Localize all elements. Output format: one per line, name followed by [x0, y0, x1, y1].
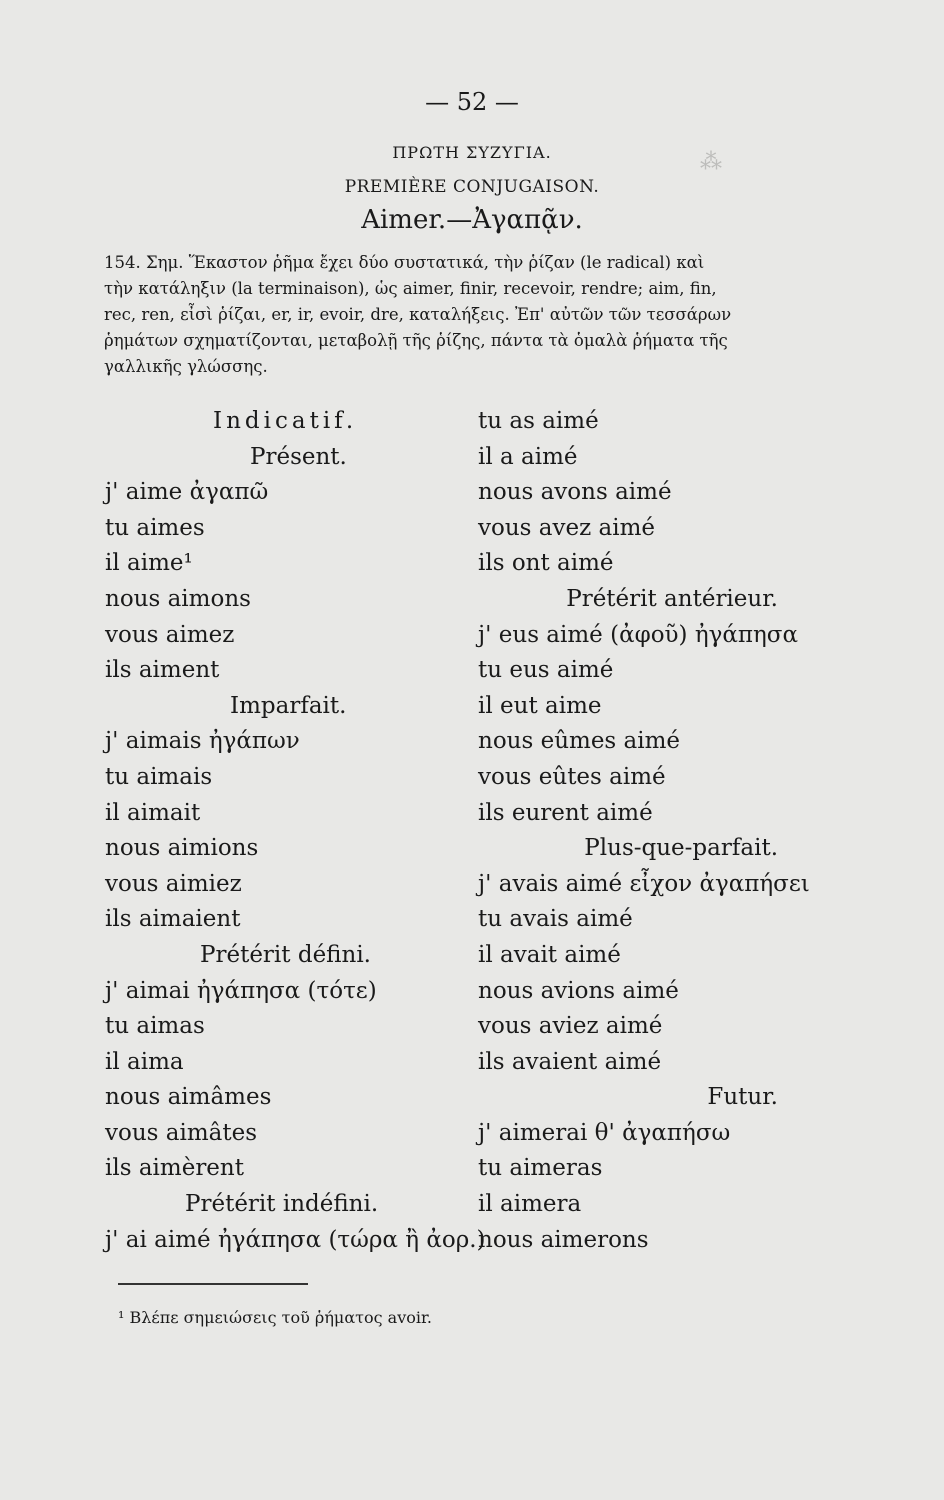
conjugation-form: j' avais aimé εἶχον ἀγαπήσει — [478, 870, 810, 897]
tense-heading: Présent. — [250, 443, 347, 470]
footnote: ¹ Βλέπε σημειώσεις τοῦ ῥήματος avoir. — [118, 1308, 432, 1327]
conjugation-form: vous aimâtes — [105, 1119, 258, 1146]
conjugation-form: ils ont aimé — [478, 550, 614, 577]
conjugation-form: ils aimèrent — [105, 1155, 244, 1182]
left-column — [105, 404, 485, 1258]
conjugation-form: il eut aime — [478, 692, 602, 719]
conjugation-form: il avait aimé — [478, 941, 621, 968]
note-line: 154. Σημ. Ἕκαστον ῥῆμα ἔχει δύο συστατικά, τὴν ῥίζαν (le radical) καὶ — [104, 253, 705, 272]
conjugation-form: j' aimai ἠγάπησα (τότε) — [105, 977, 377, 1004]
conjugation-form: nous avions aimé — [478, 977, 679, 1004]
conjugation-form: vous aimez — [105, 621, 235, 648]
conjugation-form: vous avez aimé — [478, 514, 656, 541]
conjugation-form: tu aimes — [105, 514, 205, 541]
conjugation-form: j' eus aimé (ἀφοῦ) ἠγάπησα — [478, 621, 799, 648]
note-line: ῥημάτων σχηματίζονται, μεταβολῇ τῆς ῥίζης, πάντα τὰ ὁμαλὰ ῥήματα τῆς — [104, 331, 728, 350]
conjugation-form: j' aimais ἠγάπων — [105, 728, 300, 755]
conjugation-form: tu aimais — [105, 763, 213, 790]
conjugation-form: tu as aimé — [478, 408, 599, 434]
conjugation-form: il aimait — [105, 799, 201, 826]
verb-title: Aimer.—Ἀγαπᾷν. — [361, 205, 583, 235]
tense-heading: Prétérit défini. — [200, 941, 371, 968]
footnote-divider — [118, 1283, 308, 1285]
mood-heading: Indicatif. — [213, 408, 358, 434]
conjugation-form: nous aimons — [105, 585, 251, 612]
tense-heading: Imparfait. — [230, 692, 347, 719]
conjugation-form: nous eûmes aimé — [478, 728, 681, 755]
note-line: τὴν κατάληξιν (la terminaison), ὡς aimer, finir, recevoir, rendre; aim, fin, — [104, 279, 717, 298]
conjugation-form: ils eurent aimé — [478, 799, 653, 826]
conjugation-form: nous aimâmes — [105, 1084, 272, 1111]
tense-heading: Futur. — [707, 1084, 778, 1111]
conjugation-form: tu aimeras — [478, 1155, 603, 1182]
grammar-note — [104, 250, 849, 380]
tense-heading: Plus-que-parfait. — [584, 835, 778, 862]
conjugation-form: ils aiment — [105, 657, 220, 684]
conjugation-form: nous aimions — [105, 835, 259, 862]
right-column — [478, 404, 810, 1258]
conjugation-form: tu aimas — [105, 1013, 205, 1040]
conjugation-form: j' aimerai θ' ἀγαπήσω — [478, 1119, 731, 1146]
conjugation-form: il aime¹ — [105, 550, 193, 577]
note-line: rec, ren, εἶσὶ ῥίζαι, er, ir, evoir, dre, καταλήξεις. Ἐπ' αὐτῶν τῶν τεσσάρων — [104, 305, 732, 324]
page-number: — 52 — — [425, 88, 519, 116]
conjugation-form: tu eus aimé — [478, 657, 614, 684]
tense-heading: Prétérit antérieur. — [566, 585, 778, 612]
french-title: PREMIÈRE CONJUGAISON. — [344, 177, 600, 197]
tense-heading: Prétérit indéfini. — [185, 1191, 379, 1218]
conjugation-form: vous aimiez — [105, 870, 242, 897]
conjugation-form: vous eûtes aimé — [478, 763, 666, 790]
conjugation-form: j' ai aimé ἠγάπησα (τώρα ἢ ἀορ.) — [105, 1226, 486, 1253]
conjugation-form: tu avais aimé — [478, 906, 633, 933]
note-line: γαλλικῆς γλώσσης. — [104, 357, 268, 376]
conjugation-form: il aima — [105, 1048, 184, 1075]
show-through-decoration: ⁂ — [700, 150, 722, 175]
conjugation-form: ils aimaient — [105, 906, 241, 933]
conjugation-form: il a aimé — [478, 443, 578, 470]
conjugation-form: ils avaient aimé — [478, 1048, 662, 1075]
greek-title: ΠΡΩΤΗ ΣΥΖΥΓΙΑ. — [392, 143, 552, 162]
conjugation-form: il aimera — [478, 1191, 582, 1218]
conjugation-form: vous aviez aimé — [478, 1013, 663, 1040]
conjugation-form: nous avons aimé — [478, 479, 672, 506]
conjugation-form: nous aimerons — [478, 1226, 649, 1253]
conjugation-form: j' aime ἀγαπῶ — [105, 479, 269, 506]
